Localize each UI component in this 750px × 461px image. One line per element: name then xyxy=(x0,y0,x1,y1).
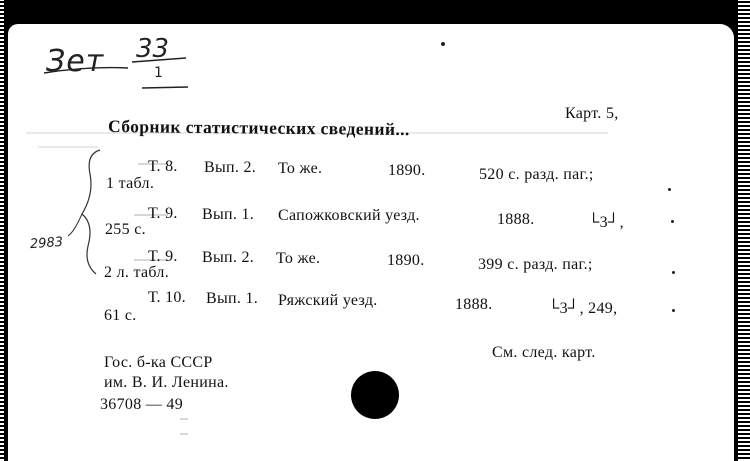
entry-4-name: Ряжский уезд. xyxy=(278,292,378,309)
entry-1-continuation: 1 табл. xyxy=(106,175,155,192)
card-filing-hole xyxy=(351,371,399,419)
entry-4-issue: Вып. 1. xyxy=(206,290,259,307)
speck xyxy=(441,42,445,46)
library-code: 36708 — 49 xyxy=(100,396,183,413)
entry-3-issue: Вып. 2. xyxy=(202,249,255,266)
card-number: Карт. 5, xyxy=(565,105,619,122)
entry-1-year: 1890. xyxy=(388,162,426,179)
shelfmark-sub: 1 xyxy=(154,65,163,81)
entry-4-volume: Т. 10. xyxy=(148,289,186,306)
entry-4-continuation: 61 с. xyxy=(104,307,137,324)
speck xyxy=(668,188,671,191)
entry-2-name: Сапожковский уезд. xyxy=(278,207,420,224)
entry-1-issue: Вып. 2. xyxy=(204,159,257,176)
margin-note: 2983 xyxy=(29,234,64,253)
scan-right-edge-stripes xyxy=(738,0,750,461)
entry-3-volume: Т. 9. xyxy=(148,248,178,265)
speck xyxy=(672,309,675,312)
shelfmark-prefix: Зет xyxy=(46,44,105,79)
entry-2-year: 1888. xyxy=(497,211,535,228)
shelfmark-number: 33 xyxy=(136,34,170,64)
entry-4-pages: └3┘, 249, xyxy=(548,300,618,317)
entry-2-pages: └3┘, xyxy=(588,214,624,231)
entry-2-continuation: 255 с. xyxy=(105,221,146,238)
entry-2-issue: Вып. 1. xyxy=(202,206,255,223)
entry-1-volume: Т. 8. xyxy=(148,158,178,175)
entry-3-pages: 399 с. разд. паг.; xyxy=(478,256,593,273)
card-title: Сборник статистических сведений... xyxy=(107,116,410,140)
entry-1-name: То же. xyxy=(278,160,323,177)
speck xyxy=(671,220,674,223)
entry-3-name: То же. xyxy=(276,250,321,267)
entry-3-continuation: 2 л. табл. xyxy=(104,264,169,281)
scan-left-edge-stripes xyxy=(0,0,4,461)
speck xyxy=(672,271,675,274)
entry-2-volume: Т. 9. xyxy=(148,205,178,222)
catalog-card xyxy=(8,24,734,461)
entry-1-pages: 520 с. разд. паг.; xyxy=(479,166,594,183)
entry-3-year: 1890. xyxy=(387,252,425,269)
library-line-1: Гос. б-ка СССР xyxy=(104,354,213,371)
library-line-2: им. В. И. Ленина. xyxy=(104,374,229,391)
entry-4-year: 1888. xyxy=(455,296,493,313)
see-next-card: См. след. карт. xyxy=(492,344,596,361)
